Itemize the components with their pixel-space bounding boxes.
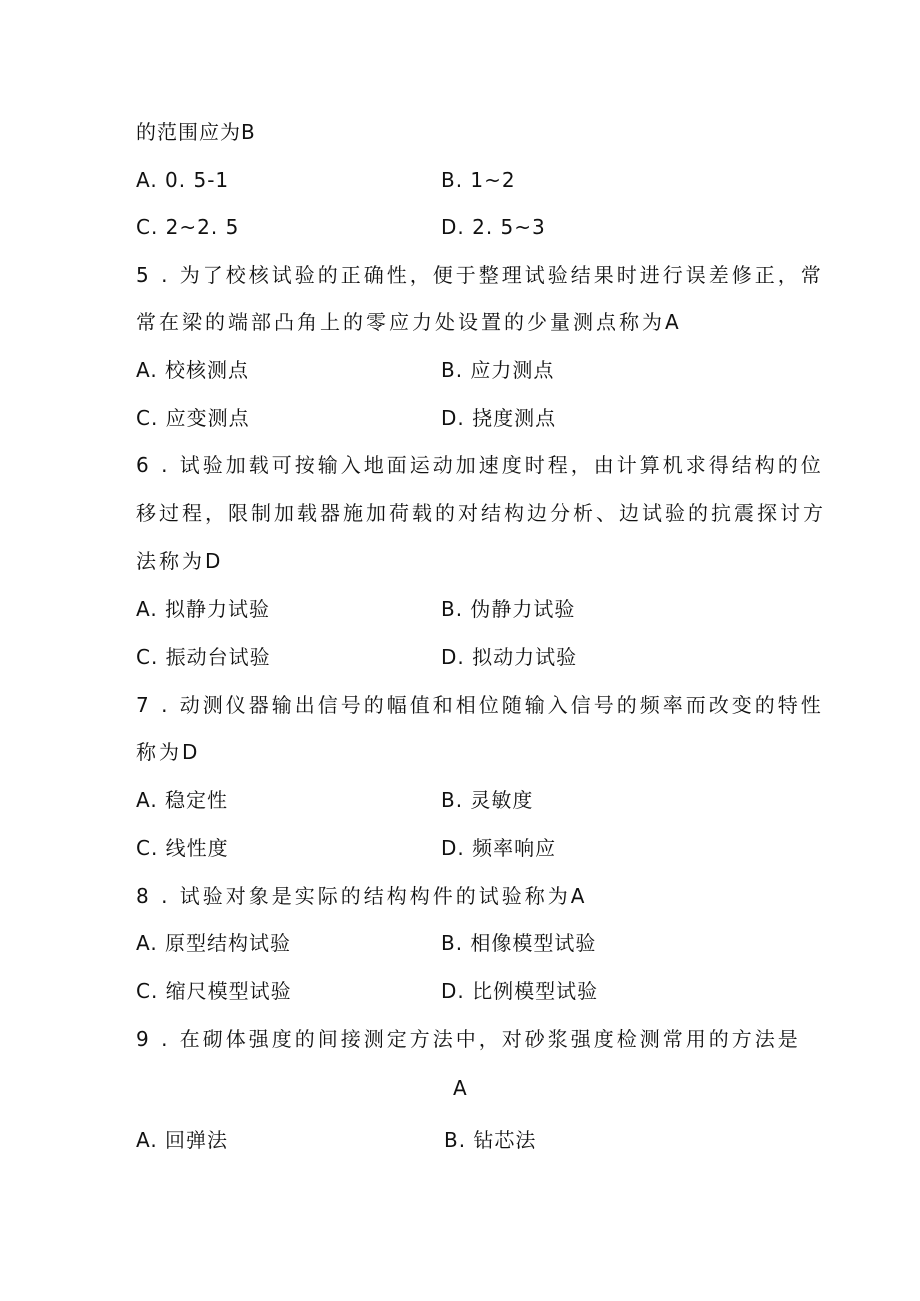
q4-option-a: A. 0. 5-1 — [136, 168, 230, 192]
q4-option-c: C. 2~2. 5 — [136, 215, 240, 239]
q4-option-d: D. 2. 5~3 — [441, 215, 546, 239]
q5-stem-line-2: 常在梁的端部凸角上的零应力处设置的少量测点称为A — [136, 310, 682, 334]
q7-option-d: D. 频率响应 — [441, 836, 557, 860]
q5-option-b: B. 应力测点 — [441, 358, 555, 382]
q7-stem-line-2: 称为D — [136, 740, 201, 764]
q9-option-a: A. 回弹法 — [136, 1128, 229, 1152]
q5-option-d: D. 挠度测点 — [441, 406, 557, 430]
q6-stem-line-1: 6 . 试验加载可按输入地面运动加速度时程，由计算机求得结构的位 — [136, 453, 824, 477]
q6-option-d: D. 拟动力试验 — [441, 645, 578, 669]
q7-stem-line-1: 7 . 动测仪器输出信号的幅值和相位随输入信号的频率而改变的特性 — [136, 693, 824, 717]
q5-option-a: A. 校核测点 — [136, 358, 250, 382]
q9-answer: A — [453, 1076, 467, 1100]
q7-option-a: A. 稳定性 — [136, 788, 229, 812]
q8-option-b: B. 相像模型试验 — [441, 931, 597, 955]
q9-stem-line-1: 9 . 在砌体强度的间接测定方法中，对砂浆强度检测常用的方法是 — [136, 1027, 801, 1051]
q4-option-b: B. 1~2 — [441, 168, 516, 192]
q8-option-d: D. 比例模型试验 — [441, 979, 599, 1003]
q6-option-a: A. 拟静力试验 — [136, 597, 271, 621]
q8-option-c: C. 缩尺模型试验 — [136, 979, 292, 1003]
q7-option-b: B. 灵敏度 — [441, 788, 534, 812]
q5-option-c: C. 应变测点 — [136, 406, 250, 430]
q6-option-b: B. 伪静力试验 — [441, 597, 576, 621]
q5-stem-line-1: 5 . 为了校核试验的正确性，便于整理试验结果时进行误差修正，常 — [136, 263, 824, 287]
q4-stem-continuation: 的范围应为B — [136, 120, 256, 144]
q6-stem-line-3: 法称为D — [136, 549, 224, 573]
q7-option-c: C. 线性度 — [136, 836, 229, 860]
q8-stem-line-1: 8 . 试验对象是实际的结构构件的试验称为A — [136, 884, 588, 908]
q9-option-b: B. 钻芯法 — [444, 1128, 537, 1152]
q6-option-c: C. 振动台试验 — [136, 645, 271, 669]
q8-option-a: A. 原型结构试验 — [136, 931, 292, 955]
q6-stem-line-2: 移过程，限制加载器施加荷载的对结构边分析、边试验的抗震探讨方 — [136, 501, 826, 525]
